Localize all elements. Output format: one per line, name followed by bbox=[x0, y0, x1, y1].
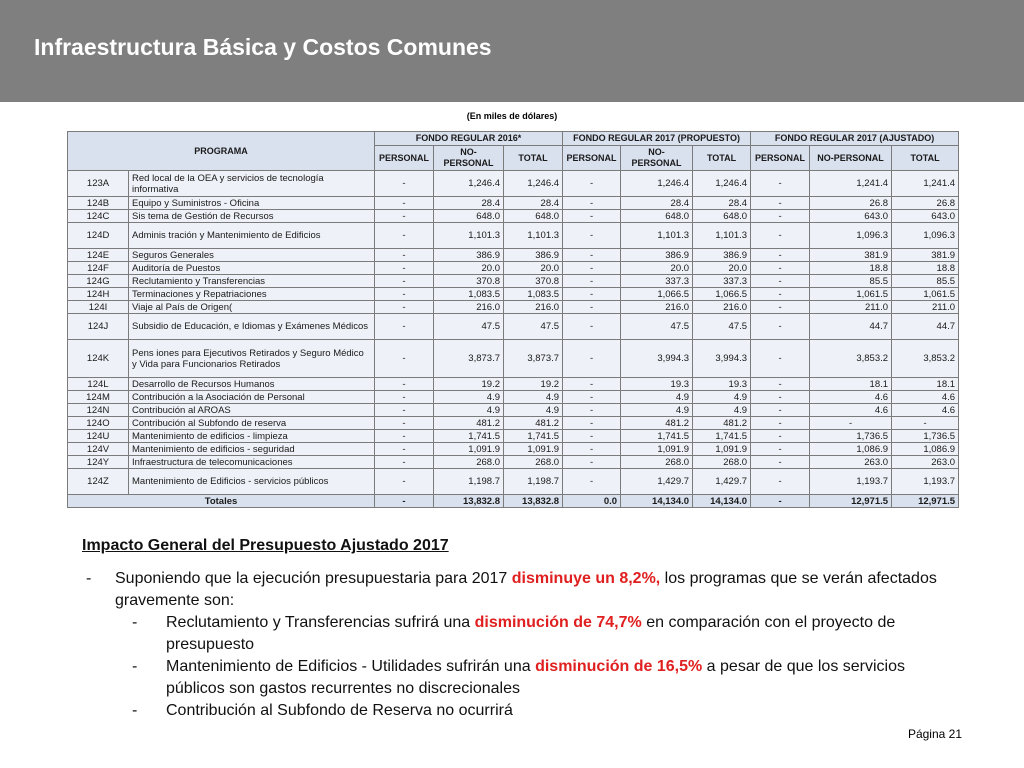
value-cell: 1,741.5 bbox=[693, 430, 751, 443]
value-cell: 648.0 bbox=[434, 210, 504, 223]
value-cell: 4.6 bbox=[810, 404, 892, 417]
totals-label: Totales bbox=[68, 495, 375, 508]
value-cell: 47.5 bbox=[504, 314, 563, 340]
sub-bullet-highlight: disminución de 16,5% bbox=[535, 658, 703, 675]
value-cell: 648.0 bbox=[621, 210, 693, 223]
value-cell: - bbox=[563, 404, 621, 417]
program-code: 124U bbox=[68, 430, 129, 443]
main-bullet-text-end: los programas que se verán afectados gravemente son: bbox=[115, 570, 937, 609]
value-cell: - bbox=[751, 391, 810, 404]
col-personal: PERSONAL bbox=[375, 146, 434, 171]
table-row bbox=[68, 314, 959, 340]
value-cell: - bbox=[563, 223, 621, 249]
value-cell: 386.9 bbox=[504, 249, 563, 262]
sub-bullet-text-end: a pesar de que los servicios públicos son gastos recurrentes no discrecionales bbox=[166, 658, 906, 697]
value-cell: 1,246.4 bbox=[504, 171, 563, 197]
program-name: Sis tema de Gestión de Recursos bbox=[129, 210, 375, 223]
value-cell: 3,994.3 bbox=[621, 340, 693, 378]
totals-row bbox=[68, 495, 959, 508]
table-row bbox=[68, 301, 959, 314]
col-no-personal: NO-PERSONAL bbox=[434, 146, 504, 171]
value-cell: 1,091.9 bbox=[504, 443, 563, 456]
program-code: 124G bbox=[68, 275, 129, 288]
value-cell: 28.4 bbox=[504, 197, 563, 210]
group-header-2016: FONDO REGULAR 2016* bbox=[375, 132, 563, 146]
value-cell: 1,101.3 bbox=[434, 223, 504, 249]
program-name: Pens iones para Ejecutivos Retirados y Seguro Médico y Vida para Funcionarios Retirados bbox=[129, 340, 375, 378]
value-cell: 18.1 bbox=[810, 378, 892, 391]
value-cell: 1,741.5 bbox=[434, 430, 504, 443]
value-cell: 47.5 bbox=[621, 314, 693, 340]
value-cell: - bbox=[751, 197, 810, 210]
value-cell: 1,091.9 bbox=[434, 443, 504, 456]
value-cell: 1,736.5 bbox=[810, 430, 892, 443]
sub-bullet-mantenimiento bbox=[82, 656, 962, 700]
value-cell: - bbox=[751, 288, 810, 301]
value-cell: 1,096.3 bbox=[892, 223, 959, 249]
table-row bbox=[68, 430, 959, 443]
value-cell: - bbox=[375, 456, 434, 469]
value-cell: 216.0 bbox=[621, 301, 693, 314]
bullet-dash: - bbox=[132, 702, 138, 719]
table-row bbox=[68, 340, 959, 378]
value-cell: - bbox=[751, 469, 810, 495]
value-cell: 28.4 bbox=[434, 197, 504, 210]
col-total: TOTAL bbox=[892, 146, 959, 171]
bullet-dash: - bbox=[132, 658, 138, 675]
program-code: 124J bbox=[68, 314, 129, 340]
value-cell: 20.0 bbox=[693, 262, 751, 275]
sub-bullet-reclutamiento bbox=[82, 612, 962, 656]
impact-section bbox=[82, 537, 962, 722]
value-cell: 4.9 bbox=[693, 391, 751, 404]
program-name: Mantenimiento de Edificios - servicios públicos bbox=[129, 469, 375, 495]
total-cell: 14,134.0 bbox=[693, 495, 751, 508]
table-row bbox=[68, 275, 959, 288]
value-cell: - bbox=[751, 210, 810, 223]
group-header-2017-ajustado: FONDO REGULAR 2017 (AJUSTADO) bbox=[751, 132, 959, 146]
value-cell: - bbox=[563, 262, 621, 275]
value-cell: - bbox=[751, 456, 810, 469]
value-cell: 26.8 bbox=[892, 197, 959, 210]
value-cell: 643.0 bbox=[892, 210, 959, 223]
value-cell: - bbox=[563, 430, 621, 443]
value-cell: 85.5 bbox=[892, 275, 959, 288]
program-code: 124N bbox=[68, 404, 129, 417]
value-cell: 1,741.5 bbox=[621, 430, 693, 443]
value-cell: 648.0 bbox=[504, 210, 563, 223]
program-name: Auditoría de Puestos bbox=[129, 262, 375, 275]
value-cell: - bbox=[375, 262, 434, 275]
program-name: Subsidio de Educación, e Idiomas y Exámenes Médicos bbox=[129, 314, 375, 340]
value-cell: 216.0 bbox=[693, 301, 751, 314]
value-cell: 268.0 bbox=[693, 456, 751, 469]
program-code: 124V bbox=[68, 443, 129, 456]
value-cell: 20.0 bbox=[434, 262, 504, 275]
value-cell: 4.6 bbox=[892, 391, 959, 404]
value-cell: - bbox=[751, 404, 810, 417]
table-row bbox=[68, 171, 959, 197]
value-cell: 85.5 bbox=[810, 275, 892, 288]
value-cell: - bbox=[563, 210, 621, 223]
value-cell: 4.9 bbox=[504, 404, 563, 417]
value-cell: 1,736.5 bbox=[892, 430, 959, 443]
table-row bbox=[68, 404, 959, 417]
value-cell: 268.0 bbox=[504, 456, 563, 469]
program-code: 124D bbox=[68, 223, 129, 249]
program-code: 124O bbox=[68, 417, 129, 430]
total-cell: - bbox=[751, 495, 810, 508]
value-cell: - bbox=[563, 469, 621, 495]
bullet-dash: - bbox=[86, 570, 92, 587]
value-cell: 19.3 bbox=[621, 378, 693, 391]
value-cell: - bbox=[375, 417, 434, 430]
value-cell: - bbox=[375, 443, 434, 456]
program-code: 124E bbox=[68, 249, 129, 262]
value-cell: - bbox=[751, 262, 810, 275]
table-row bbox=[68, 210, 959, 223]
value-cell: 19.2 bbox=[434, 378, 504, 391]
sub-bullet-text-end: en comparación con el proyecto de presupuesto bbox=[166, 614, 896, 653]
value-cell: 1,083.5 bbox=[504, 288, 563, 301]
total-cell: 14,134.0 bbox=[621, 495, 693, 508]
value-cell: 4.9 bbox=[434, 404, 504, 417]
value-cell: 643.0 bbox=[810, 210, 892, 223]
value-cell: 481.2 bbox=[621, 417, 693, 430]
col-total: TOTAL bbox=[693, 146, 751, 171]
value-cell: 386.9 bbox=[621, 249, 693, 262]
total-cell: 13,832.8 bbox=[434, 495, 504, 508]
value-cell: - bbox=[375, 171, 434, 197]
value-cell: - bbox=[375, 469, 434, 495]
value-cell: - bbox=[563, 378, 621, 391]
value-cell: 4.9 bbox=[621, 391, 693, 404]
value-cell: 1,741.5 bbox=[504, 430, 563, 443]
program-name: Contribución a la Asociación de Personal bbox=[129, 391, 375, 404]
program-code: 124B bbox=[68, 197, 129, 210]
value-cell: 370.8 bbox=[504, 275, 563, 288]
value-cell: 47.5 bbox=[434, 314, 504, 340]
value-cell: - bbox=[563, 171, 621, 197]
value-cell: 26.8 bbox=[810, 197, 892, 210]
value-cell: - bbox=[751, 417, 810, 430]
value-cell: 1,429.7 bbox=[693, 469, 751, 495]
program-name: Adminis tración y Mantenimiento de Edificios bbox=[129, 223, 375, 249]
value-cell: 216.0 bbox=[434, 301, 504, 314]
value-cell: 1,198.7 bbox=[504, 469, 563, 495]
program-name: Seguros Generales bbox=[129, 249, 375, 262]
value-cell: - bbox=[375, 301, 434, 314]
value-cell: - bbox=[563, 456, 621, 469]
main-bullet-text: Suponiendo que la ejecución presupuestaria para 2017 bbox=[115, 570, 512, 587]
main-bullet bbox=[82, 568, 962, 612]
value-cell: 1,246.4 bbox=[434, 171, 504, 197]
program-name: Infraestructura de telecomunicaciones bbox=[129, 456, 375, 469]
col-no-personal: NO-PERSONAL bbox=[621, 146, 693, 171]
table-row bbox=[68, 417, 959, 430]
value-cell: 1,096.3 bbox=[810, 223, 892, 249]
program-code: 123A bbox=[68, 171, 129, 197]
value-cell: 3,853.2 bbox=[892, 340, 959, 378]
value-cell: - bbox=[375, 391, 434, 404]
program-name: Viaje al País de Origen( bbox=[129, 301, 375, 314]
value-cell: 1,193.7 bbox=[810, 469, 892, 495]
value-cell: 381.9 bbox=[892, 249, 959, 262]
total-cell: 0.0 bbox=[563, 495, 621, 508]
value-cell: - bbox=[563, 340, 621, 378]
value-cell: - bbox=[892, 417, 959, 430]
value-cell: 1,101.3 bbox=[621, 223, 693, 249]
value-cell: 18.8 bbox=[810, 262, 892, 275]
program-code: 124K bbox=[68, 340, 129, 378]
value-cell: 481.2 bbox=[693, 417, 751, 430]
value-cell: 1,086.9 bbox=[810, 443, 892, 456]
value-cell: - bbox=[563, 288, 621, 301]
value-cell: 337.3 bbox=[621, 275, 693, 288]
value-cell: - bbox=[375, 314, 434, 340]
value-cell: 3,853.2 bbox=[810, 340, 892, 378]
value-cell: - bbox=[563, 391, 621, 404]
value-cell: 1,101.3 bbox=[504, 223, 563, 249]
table-row bbox=[68, 223, 959, 249]
value-cell: 1,091.9 bbox=[693, 443, 751, 456]
sub-bullet-text: Reclutamiento y Transferencias sufrirá una bbox=[166, 614, 475, 631]
program-name: Contribución al AROAS bbox=[129, 404, 375, 417]
value-cell: 44.7 bbox=[810, 314, 892, 340]
value-cell: 1,066.5 bbox=[621, 288, 693, 301]
value-cell: 18.8 bbox=[892, 262, 959, 275]
value-cell: 1,066.5 bbox=[693, 288, 751, 301]
value-cell: 1,198.7 bbox=[434, 469, 504, 495]
program-name: Terminaciones y Repatriaciones bbox=[129, 288, 375, 301]
value-cell: - bbox=[563, 443, 621, 456]
total-cell: 12,971.5 bbox=[892, 495, 959, 508]
program-name: Red local de la OEA y servicios de tecnología informativa bbox=[129, 171, 375, 197]
col-personal: PERSONAL bbox=[563, 146, 621, 171]
value-cell: 1,246.4 bbox=[693, 171, 751, 197]
value-cell: - bbox=[375, 249, 434, 262]
value-cell: 1,101.3 bbox=[693, 223, 751, 249]
value-cell: 481.2 bbox=[504, 417, 563, 430]
value-cell: 4.6 bbox=[810, 391, 892, 404]
table-row bbox=[68, 197, 959, 210]
value-cell: 370.8 bbox=[434, 275, 504, 288]
value-cell: 268.0 bbox=[434, 456, 504, 469]
value-cell: 1,241.4 bbox=[892, 171, 959, 197]
value-cell: - bbox=[751, 171, 810, 197]
value-cell: 1,086.9 bbox=[892, 443, 959, 456]
value-cell: 268.0 bbox=[621, 456, 693, 469]
value-cell: - bbox=[751, 249, 810, 262]
program-code: 124F bbox=[68, 262, 129, 275]
page-title: Infraestructura Básica y Costos Comunes bbox=[34, 34, 492, 60]
value-cell: 20.0 bbox=[621, 262, 693, 275]
main-bullet-highlight: disminuye un 8,2%, bbox=[511, 570, 661, 587]
value-cell: - bbox=[563, 197, 621, 210]
value-cell: - bbox=[751, 314, 810, 340]
program-code: 124Z bbox=[68, 469, 129, 495]
value-cell: - bbox=[375, 210, 434, 223]
table-row bbox=[68, 378, 959, 391]
value-cell: 386.9 bbox=[434, 249, 504, 262]
table-row bbox=[68, 391, 959, 404]
value-cell: 18.1 bbox=[892, 378, 959, 391]
table-row bbox=[68, 249, 959, 262]
value-cell: - bbox=[375, 430, 434, 443]
program-name: Mantenimiento de edificios - seguridad bbox=[129, 443, 375, 456]
total-cell: 12,971.5 bbox=[810, 495, 892, 508]
table-row bbox=[68, 288, 959, 301]
program-name: Mantenimiento de edificios - limpieza bbox=[129, 430, 375, 443]
value-cell: 1,429.7 bbox=[621, 469, 693, 495]
currency-note: (En miles de dólares) bbox=[466, 111, 558, 121]
sub-bullet-contribucion bbox=[82, 700, 962, 722]
total-cell: - bbox=[375, 495, 434, 508]
value-cell: - bbox=[810, 417, 892, 430]
sub-bullet-text: Mantenimiento de Edificios - Utilidades sufrirán una bbox=[166, 658, 536, 675]
total-cell: 13,832.8 bbox=[504, 495, 563, 508]
value-cell: 4.6 bbox=[892, 404, 959, 417]
program-code: 124I bbox=[68, 301, 129, 314]
table-row bbox=[68, 262, 959, 275]
value-cell: - bbox=[375, 404, 434, 417]
value-cell: 481.2 bbox=[434, 417, 504, 430]
bullet-dash: - bbox=[132, 614, 138, 631]
value-cell: 648.0 bbox=[693, 210, 751, 223]
program-code: 124C bbox=[68, 210, 129, 223]
value-cell: 1,091.9 bbox=[621, 443, 693, 456]
value-cell: 381.9 bbox=[810, 249, 892, 262]
value-cell: - bbox=[563, 417, 621, 430]
table-row bbox=[68, 456, 959, 469]
program-code: 124L bbox=[68, 378, 129, 391]
value-cell: 44.7 bbox=[892, 314, 959, 340]
sub-bullet-text: Contribución al Subfondo de Reserva no ocurrirá bbox=[166, 702, 513, 719]
value-cell: - bbox=[751, 443, 810, 456]
value-cell: 3,873.7 bbox=[504, 340, 563, 378]
program-name: Reclutamiento y Transferencias bbox=[129, 275, 375, 288]
value-cell: - bbox=[563, 275, 621, 288]
value-cell: - bbox=[375, 288, 434, 301]
value-cell: 263.0 bbox=[892, 456, 959, 469]
value-cell: 216.0 bbox=[504, 301, 563, 314]
impact-title: Impacto General del Presupuesto Ajustado 2017 bbox=[82, 537, 449, 554]
table-row bbox=[68, 469, 959, 495]
group-header-2017-propuesto: FONDO REGULAR 2017 (PROPUESTO) bbox=[563, 132, 751, 146]
value-cell: 47.5 bbox=[693, 314, 751, 340]
col-personal: PERSONAL bbox=[751, 146, 810, 171]
program-code: 124M bbox=[68, 391, 129, 404]
value-cell: 1,061.5 bbox=[892, 288, 959, 301]
value-cell: - bbox=[751, 340, 810, 378]
value-cell: 4.9 bbox=[621, 404, 693, 417]
value-cell: 337.3 bbox=[693, 275, 751, 288]
value-cell: 211.0 bbox=[810, 301, 892, 314]
value-cell: - bbox=[375, 340, 434, 378]
value-cell: 211.0 bbox=[892, 301, 959, 314]
value-cell: 1,061.5 bbox=[810, 288, 892, 301]
value-cell: 1,083.5 bbox=[434, 288, 504, 301]
page-number: Página 21 bbox=[907, 727, 962, 741]
budget-table bbox=[67, 131, 959, 508]
programa-header: PROGRAMA bbox=[68, 132, 375, 171]
value-cell: - bbox=[375, 378, 434, 391]
slide-header bbox=[0, 0, 1024, 102]
budget-table-container bbox=[67, 131, 958, 508]
value-cell: - bbox=[375, 197, 434, 210]
program-name: Desarrollo de Recursos Humanos bbox=[129, 378, 375, 391]
value-cell: 1,193.7 bbox=[892, 469, 959, 495]
value-cell: - bbox=[751, 223, 810, 249]
value-cell: 3,994.3 bbox=[693, 340, 751, 378]
value-cell: - bbox=[751, 430, 810, 443]
program-code: 124Y bbox=[68, 456, 129, 469]
value-cell: 28.4 bbox=[621, 197, 693, 210]
value-cell: 386.9 bbox=[693, 249, 751, 262]
col-no-personal: NO-PERSONAL bbox=[810, 146, 892, 171]
value-cell: - bbox=[563, 249, 621, 262]
program-name: Contribución al Subfondo de reserva bbox=[129, 417, 375, 430]
program-code: 124H bbox=[68, 288, 129, 301]
value-cell: 20.0 bbox=[504, 262, 563, 275]
value-cell: - bbox=[375, 275, 434, 288]
value-cell: 4.9 bbox=[434, 391, 504, 404]
value-cell: - bbox=[751, 275, 810, 288]
value-cell: 1,246.4 bbox=[621, 171, 693, 197]
value-cell: - bbox=[751, 378, 810, 391]
col-total: TOTAL bbox=[504, 146, 563, 171]
program-name: Equipo y Suministros - Oficina bbox=[129, 197, 375, 210]
value-cell: 3,873.7 bbox=[434, 340, 504, 378]
value-cell: 263.0 bbox=[810, 456, 892, 469]
value-cell: 4.9 bbox=[504, 391, 563, 404]
value-cell: - bbox=[375, 223, 434, 249]
value-cell: 28.4 bbox=[693, 197, 751, 210]
value-cell: 19.3 bbox=[693, 378, 751, 391]
value-cell: - bbox=[563, 301, 621, 314]
value-cell: - bbox=[563, 314, 621, 340]
value-cell: 19.2 bbox=[504, 378, 563, 391]
value-cell: 1,241.4 bbox=[810, 171, 892, 197]
value-cell: 4.9 bbox=[693, 404, 751, 417]
sub-bullet-highlight: disminución de 74,7% bbox=[474, 614, 642, 631]
value-cell: - bbox=[751, 301, 810, 314]
table-row bbox=[68, 443, 959, 456]
